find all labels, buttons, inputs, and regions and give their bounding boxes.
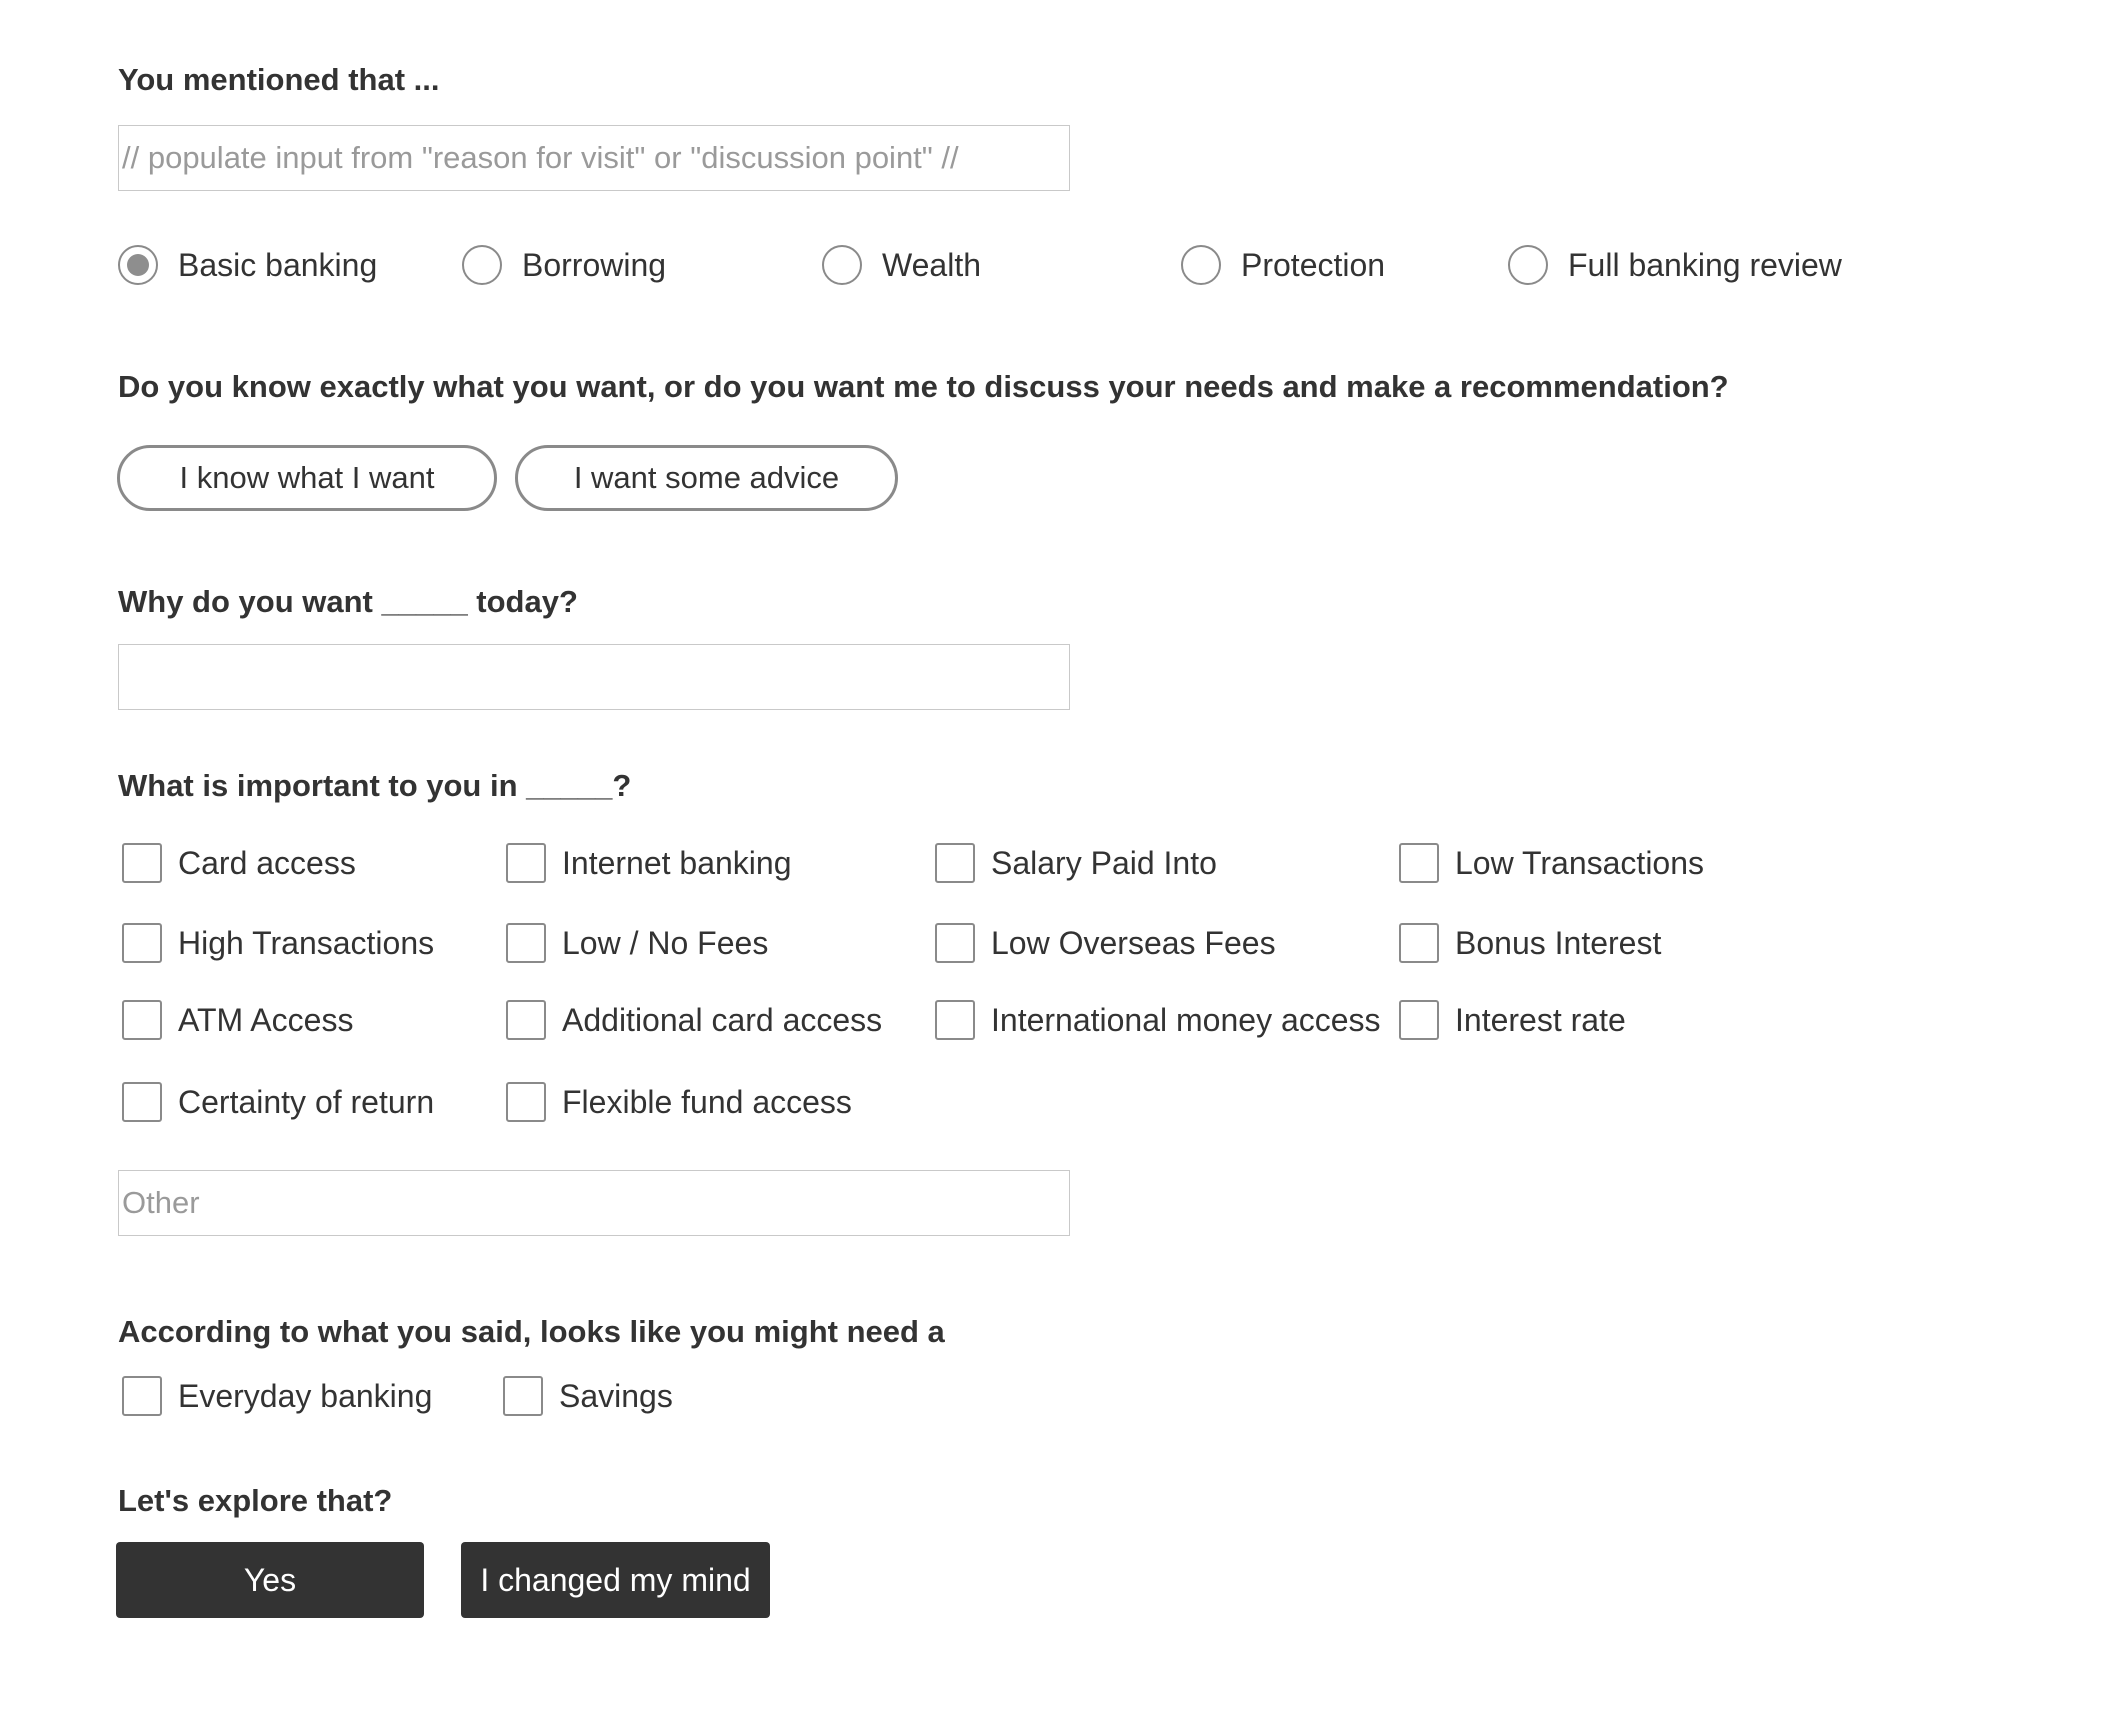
know-what-i-want-button[interactable]: I know what I want bbox=[117, 445, 497, 511]
recommendation-heading: According to what you said, looks like you might need a bbox=[118, 1314, 945, 1349]
checkbox-icon[interactable] bbox=[506, 1082, 546, 1122]
yes-button[interactable]: Yes bbox=[116, 1542, 424, 1618]
checkbox-flexible-fund-access[interactable] bbox=[506, 1080, 852, 1124]
checkbox-label: Additional card access bbox=[562, 1001, 883, 1038]
checkbox-icon[interactable] bbox=[935, 843, 975, 883]
radio-borrowing[interactable] bbox=[462, 243, 666, 287]
mentioned-heading: You mentioned that ... bbox=[118, 62, 440, 97]
radio-label: Wealth bbox=[882, 246, 982, 283]
checkbox-label: ATM Access bbox=[178, 1001, 354, 1038]
checkbox-label: Certainty of return bbox=[178, 1083, 435, 1120]
checkbox-label: High Transactions bbox=[178, 924, 435, 961]
radio-label: Basic banking bbox=[178, 246, 378, 283]
radio-unselected-icon[interactable] bbox=[1181, 245, 1221, 285]
checkbox-label: Everyday banking bbox=[178, 1377, 433, 1414]
checkbox-icon[interactable] bbox=[122, 1000, 162, 1040]
checkbox-label: Card access bbox=[178, 844, 356, 881]
checkbox-additional-card-access[interactable] bbox=[506, 998, 882, 1042]
checkbox-icon[interactable] bbox=[1399, 923, 1439, 963]
checkbox-icon[interactable] bbox=[1399, 843, 1439, 883]
checkbox-icon[interactable] bbox=[122, 1376, 162, 1416]
checkbox-label: Low / No Fees bbox=[562, 924, 769, 961]
why-question: Why do you want _____ today? bbox=[118, 584, 578, 619]
checkbox-bonus-interest[interactable] bbox=[1399, 921, 1661, 965]
checkbox-label: Low Overseas Fees bbox=[991, 924, 1276, 961]
checkbox-salary-paid-into[interactable] bbox=[935, 841, 1217, 885]
other-input[interactable] bbox=[118, 1170, 1070, 1236]
changed-my-mind-button[interactable]: I changed my mind bbox=[461, 1542, 770, 1618]
checkbox-high-transactions[interactable] bbox=[122, 921, 434, 965]
checkbox-icon[interactable] bbox=[122, 1082, 162, 1122]
checkbox-icon[interactable] bbox=[506, 843, 546, 883]
checkbox-icon[interactable] bbox=[935, 923, 975, 963]
checkbox-card-access[interactable] bbox=[122, 841, 356, 885]
checkbox-savings[interactable] bbox=[503, 1374, 673, 1418]
checkbox-icon[interactable] bbox=[503, 1376, 543, 1416]
important-question: What is important to you in _____? bbox=[118, 768, 632, 803]
explore-question: Let's explore that? bbox=[118, 1483, 393, 1518]
why-answer-input[interactable] bbox=[118, 644, 1070, 710]
checkbox-label: Savings bbox=[559, 1377, 673, 1414]
reason-for-visit-input[interactable] bbox=[118, 125, 1070, 191]
checkbox-atm-access[interactable] bbox=[122, 998, 353, 1042]
checkbox-everyday-banking[interactable] bbox=[122, 1374, 432, 1418]
radio-label: Full banking review bbox=[1568, 246, 1842, 283]
checkbox-label: Flexible fund access bbox=[562, 1083, 852, 1120]
checkbox-label: Salary Paid Into bbox=[991, 844, 1217, 881]
checkbox-international-money-access[interactable] bbox=[935, 998, 1381, 1042]
checkbox-label: Low Transactions bbox=[1455, 844, 1705, 881]
checkbox-certainty-of-return[interactable] bbox=[122, 1080, 434, 1124]
checkbox-icon[interactable] bbox=[122, 843, 162, 883]
radio-label: Borrowing bbox=[522, 246, 667, 283]
checkbox-interest-rate[interactable] bbox=[1399, 998, 1626, 1042]
checkbox-icon[interactable] bbox=[122, 923, 162, 963]
checkbox-label: Interest rate bbox=[1455, 1001, 1626, 1038]
radio-label: Protection bbox=[1241, 246, 1386, 283]
radio-full-banking-review[interactable] bbox=[1508, 243, 1842, 287]
radio-wealth[interactable] bbox=[822, 243, 981, 287]
checkbox-internet-banking[interactable] bbox=[506, 841, 792, 885]
want-some-advice-button[interactable]: I want some advice bbox=[515, 445, 898, 511]
radio-selected-icon[interactable] bbox=[118, 245, 158, 285]
knowledge-question: Do you know exactly what you want, or do you want me to discuss your needs and make a recommendation? bbox=[118, 369, 1729, 404]
checkbox-label: International money access bbox=[991, 1001, 1381, 1038]
checkbox-icon[interactable] bbox=[935, 1000, 975, 1040]
radio-protection[interactable] bbox=[1181, 243, 1385, 287]
checkbox-label: Internet banking bbox=[562, 844, 792, 881]
radio-unselected-icon[interactable] bbox=[462, 245, 502, 285]
checkbox-icon[interactable] bbox=[506, 923, 546, 963]
checkbox-icon[interactable] bbox=[1399, 1000, 1439, 1040]
checkbox-icon[interactable] bbox=[506, 1000, 546, 1040]
radio-unselected-icon[interactable] bbox=[822, 245, 862, 285]
radio-unselected-icon[interactable] bbox=[1508, 245, 1548, 285]
checkbox-low-transactions[interactable] bbox=[1399, 841, 1704, 885]
checkbox-low-no-fees[interactable] bbox=[506, 921, 768, 965]
radio-basic-banking[interactable] bbox=[118, 243, 377, 287]
checkbox-label: Bonus Interest bbox=[1455, 924, 1662, 961]
checkbox-low-overseas-fees[interactable] bbox=[935, 921, 1276, 965]
